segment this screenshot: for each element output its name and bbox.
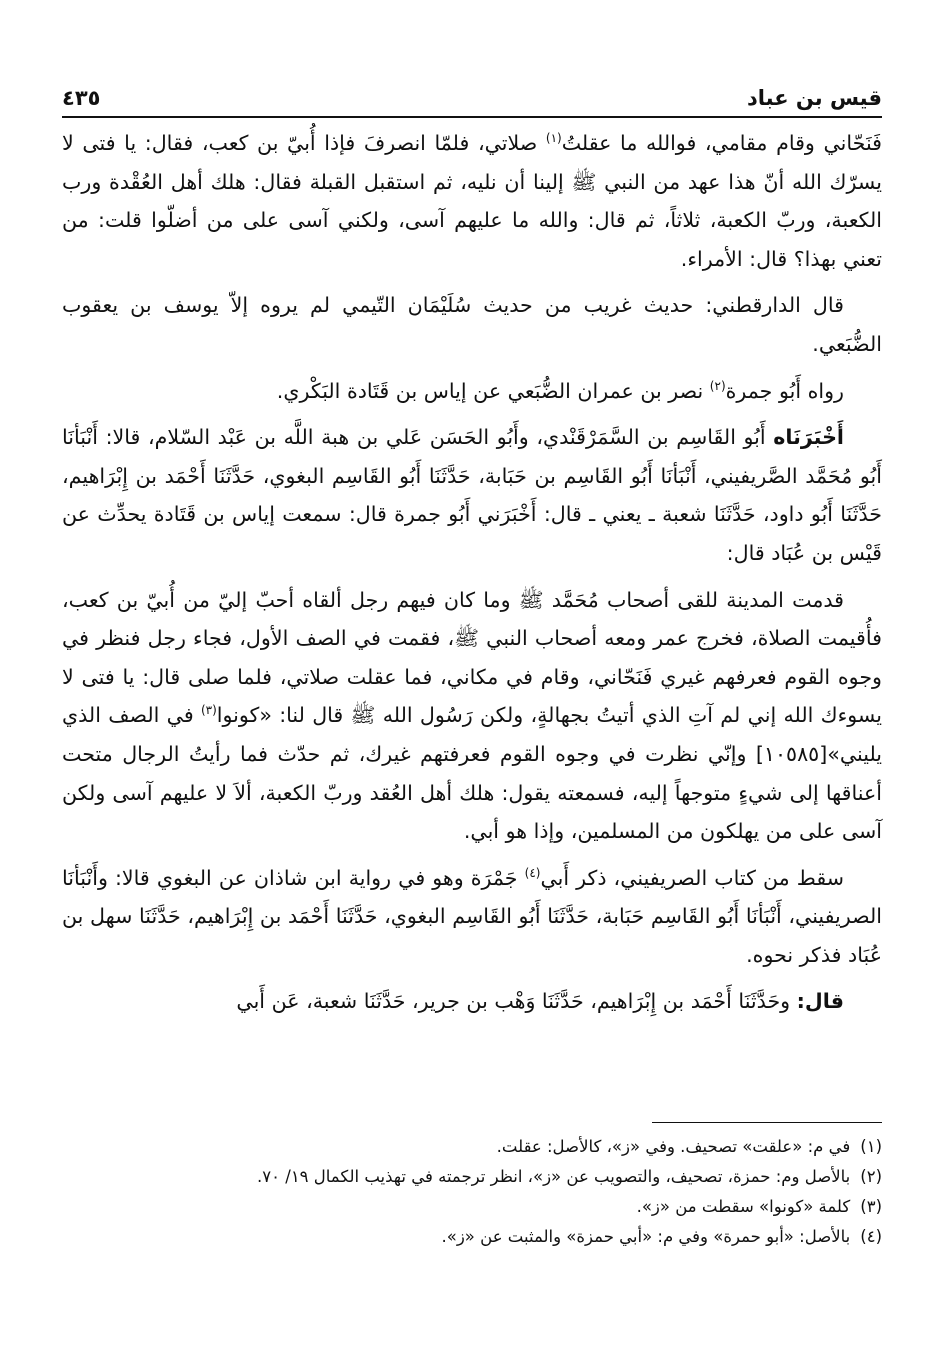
paragraph-text: صلاتي، فلمّا انصرفَ فإذا أُبيّ بن كعب، فقال: يا فتى لا يسرّك الله أنّ هذا عهد من النبي ﷺ إلينا أن نليه، ثم استقبل القبلة فقال: هلك أهل العُقْدة ورب الكعبة، وربّ الكعبة، ثلاثاً، ثم قال: والله ما عليهم آسى، ولكني آسى على من أضلّوا قلت: من تعني بهذا؟ قال: الأمراء. bbox=[62, 131, 882, 271]
paragraph-text: وحَدَّثَنَا أَحْمَد بن إِبْرَاهيم، حَدَّثَنَا وَهْب بن جرير، حَدَّثَنَا شعبة، عَن أَبي bbox=[236, 989, 797, 1014]
paragraph-text: قدمت المدينة للقى أصحاب مُحَمَّد ﷺ وما كان فيهم رجل ألقاه أحبّ إليّ من أُبيّ بن كعب، فأُقيمت الصلاة، فخرج عمر ومعه أصحاب النبي ﷺ، فقمت في الصف الأول، فجاء رجل فنظر في وجوه القوم فعرفهم غيري فَنَحّاني، وقام في مكاني، فما عقلت صلاتي، فلما صلى قال: يا فتى لا يسوءك الله إني لم آتِ الذي أتيتُ بجهالةٍ، ولكن رَسُول الله ﷺ قال لنا: «كونوا bbox=[62, 587, 883, 728]
footnote-mark: (١) bbox=[545, 131, 562, 146]
paragraph-lead: قال: bbox=[796, 989, 844, 1014]
paragraph-text: فَنَحّاني وقام مقامي، فوالله ما عقلتُ bbox=[561, 131, 883, 155]
footnote-number: (٣) bbox=[860, 1197, 882, 1216]
footnote-number: (١) bbox=[860, 1137, 882, 1156]
running-title: قيس بن عباد bbox=[747, 86, 882, 110]
footnote bbox=[62, 1222, 882, 1252]
paragraph bbox=[62, 286, 882, 363]
paragraph-text: رواه أَبُو جمرة bbox=[725, 378, 844, 403]
paragraph bbox=[62, 859, 882, 975]
footnote bbox=[62, 1162, 882, 1192]
footnote bbox=[62, 1132, 882, 1162]
footnote bbox=[62, 1192, 882, 1222]
footnote-text: في م: «علقت» تصحيف. وفي «ز»، كالأصل: عقلت. bbox=[496, 1137, 851, 1156]
footnote-separator bbox=[652, 1122, 882, 1123]
paragraph-text: أَبُو القَاسِم بن السَّمَرْقَنْدي، وأَبُو الحَسَن عَلي بن هبة اللَّه بن عَبْد السّلام، قالا: أَنْبَأنَا أَبُو مُحَمَّد الصَّريفيني، أَنْبَأنَا أَبُو القَاسِم بن حَبَابة، حَدَّثَنَا أَبُو القَاسِم البغوي، حَدَّثَنَا أَحْمَد بن إِبْرَاهيم، حَدَّثَنَا أَبُو داود، حَدَّثَنَا شعبة ـ يعني ـ قال: أَخْبَرَني أَبُو جمرة قال: سمعت إياس بن قَتَادة يحدِّث عن قَيْس بن عُبَاد قال: bbox=[62, 425, 882, 565]
paragraph bbox=[62, 124, 882, 278]
main-text bbox=[62, 124, 882, 1029]
footnote-mark: (٢) bbox=[709, 378, 726, 393]
paragraph-text: جَمْرَة وهو في رواية ابن شاذان عن البغوي قالا: وأَنْبَأنَا الصريفيني، أَنْبَأنَا أَبُو القَاسِم حَبَابة، حَدَّثَنَا أَبُو القَاسِم البغوي، حَدَّثَنَا أَحْمَد بن إِبْرَاهيم، حَدَّثَنَا سهل بن عُبَاد فذكر نحوه. bbox=[62, 865, 882, 967]
footnote-text: بالأصل وم: حمزة، تصحيف، والتصويب عن «ز»، انظر ترجمته في تهذيب الكمال ١٩/ ٧٠. bbox=[257, 1167, 851, 1186]
footnote-mark: (٣) bbox=[200, 703, 217, 718]
paragraph-text: في الصف الذي يليني»[١٠٥٨٥] وإنّي نظرت في وجوه القوم فعرفتهم غيرك، ثم حدّث فما رأيتُ الرجال متحت أعناقها إلى شيءٍ متوجهاً إليه، فسمعته يقول: هلك أهل العُقد وربّ الكعبة، ألاَ لا عليهم آسى ولكن آسى على من يهلكون من المسلمين، وإذا هو أبي. bbox=[62, 703, 882, 844]
footnotes bbox=[62, 1132, 882, 1252]
footnote-text: بالأصل: «أبو حمرة» وفي م: «أبي حمزة» والمثبت عن «ز». bbox=[441, 1227, 851, 1246]
paragraph-text: نصر بن عمران الضُّبَعي عن إياس بن قَتَادة البَكْري. bbox=[276, 378, 710, 403]
footnote-number: (٢) bbox=[860, 1167, 882, 1186]
footnote-number: (٤) bbox=[860, 1227, 882, 1246]
running-header bbox=[62, 64, 882, 118]
paragraph bbox=[62, 982, 882, 1021]
page-number: ٤٣٥ bbox=[62, 86, 101, 110]
paragraph bbox=[62, 581, 882, 851]
footnote-mark: (٤) bbox=[524, 865, 541, 880]
paragraph-text: قال الدارقطني: حديث غريب من حديث سُلَيْمَان التّيمي لم يروه إلاّ يوسف بن يعقوب الضُّبَعي. bbox=[62, 293, 882, 356]
paragraph bbox=[62, 418, 882, 572]
footnote-text: كلمة «كونوا» سقطت من «ز». bbox=[636, 1197, 851, 1216]
paragraph bbox=[62, 372, 882, 411]
paragraph-lead: أَخْبَرَنَاه bbox=[773, 425, 844, 450]
paragraph-text: سقط من كتاب الصريفيني، ذكر أَبي bbox=[540, 865, 845, 890]
